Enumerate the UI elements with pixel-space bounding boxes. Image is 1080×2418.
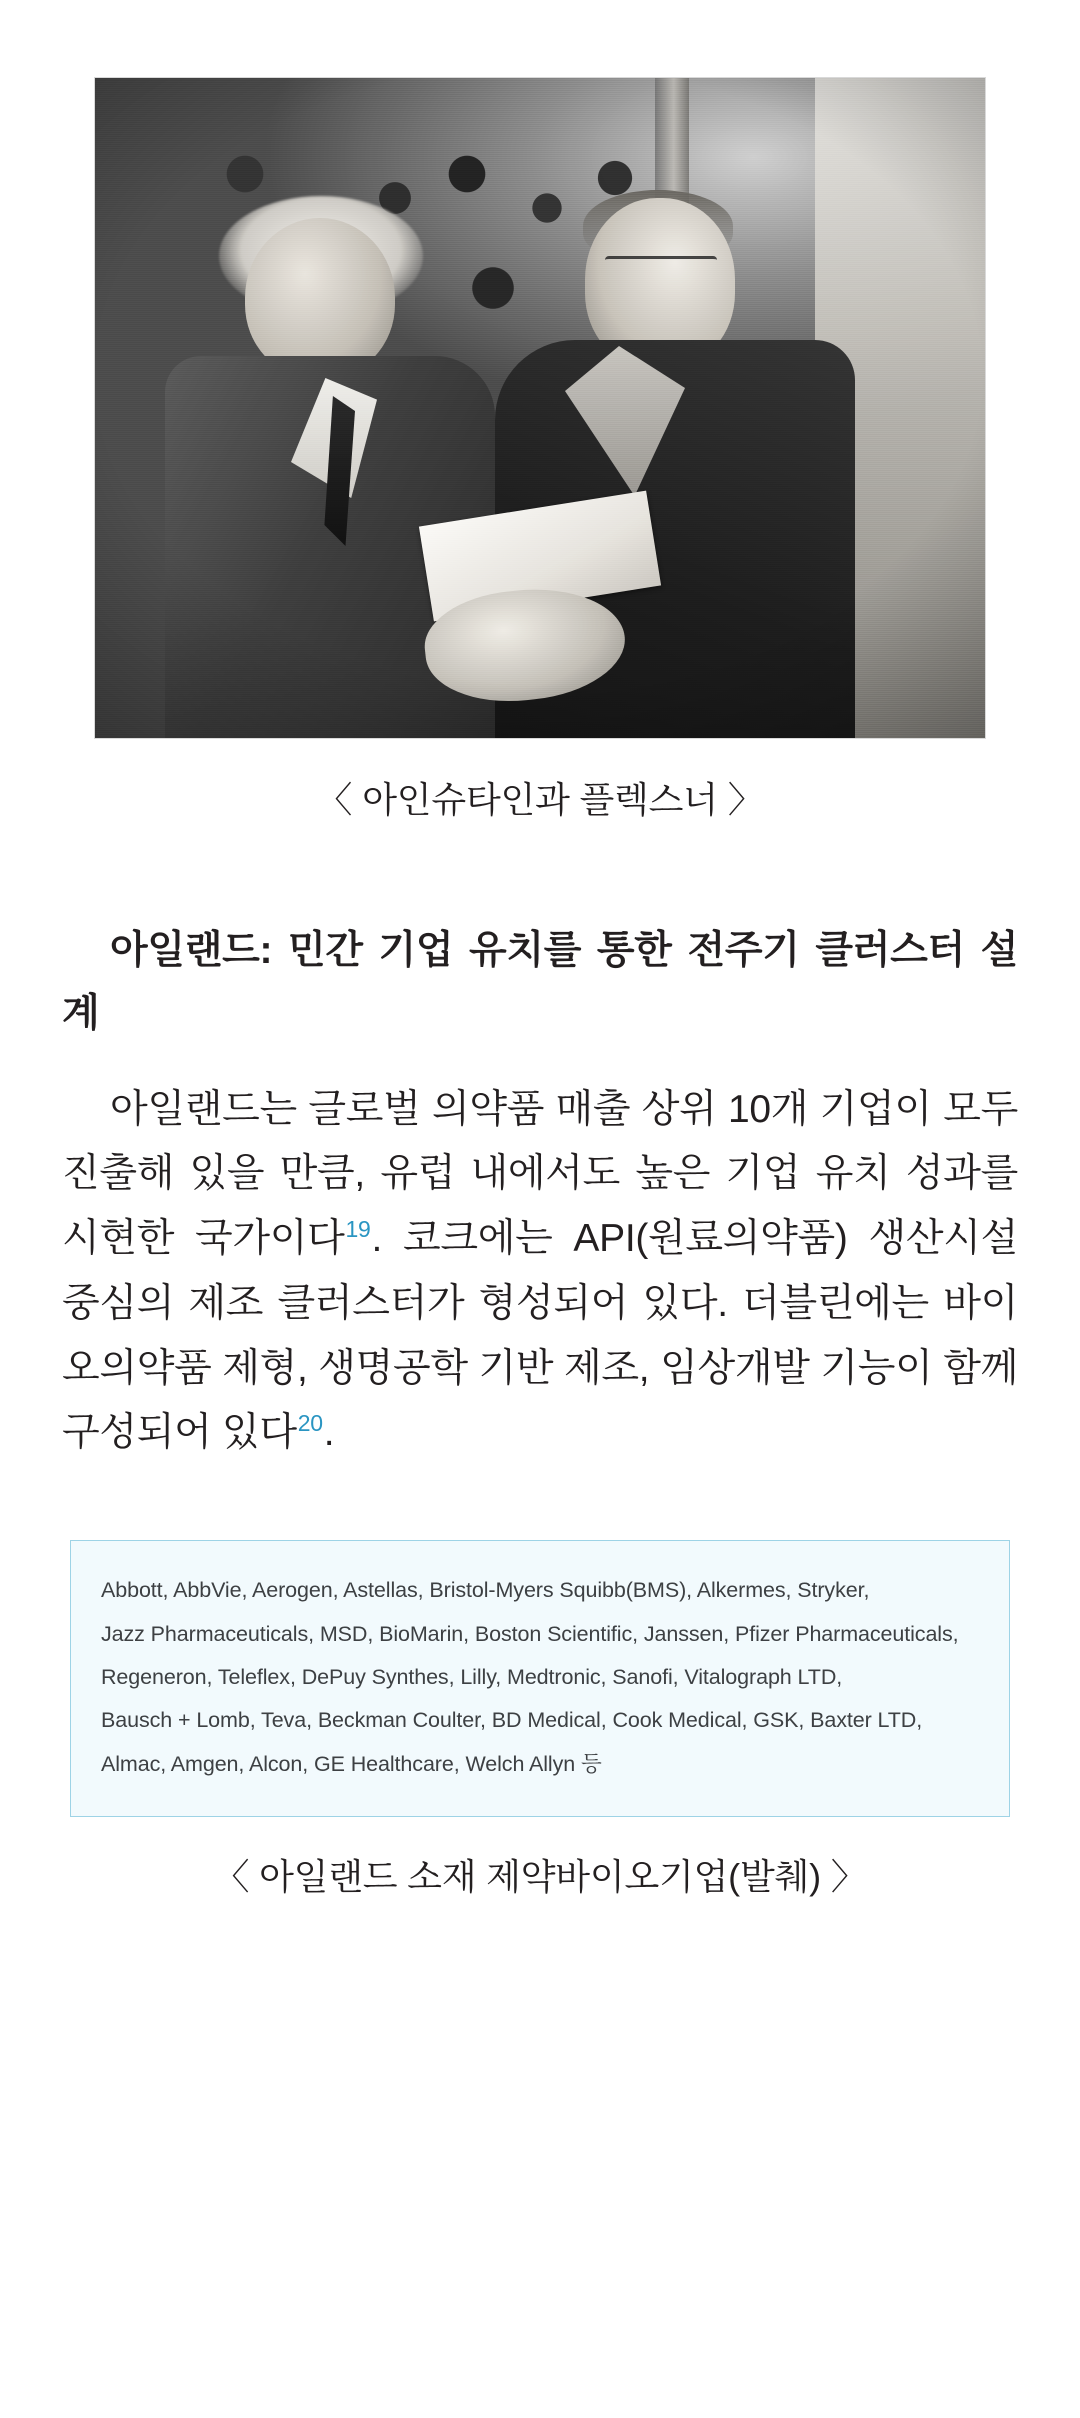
figure-caption-open-bracket: 〈 xyxy=(316,779,353,820)
section-subheading: 아일랜드: 민간 기업 유치를 통한 전주기 클러스터 설계 xyxy=(62,929,1018,1036)
body-block xyxy=(62,919,1018,1466)
figure-caption-text: 아인슈타인과 플렉스너 xyxy=(362,779,718,820)
company-list-caption xyxy=(0,1849,1080,1900)
paragraph-text-part3: . xyxy=(323,1411,335,1455)
footnote-marker-19[interactable]: 19 xyxy=(345,1216,371,1243)
company-list-line: Almac, Amgen, Alcon, GE Healthcare, Welch Allyn 등 xyxy=(101,1751,602,1776)
figure-caption-close-bracket: 〉 xyxy=(727,779,764,820)
company-list-line: Bausch + Lomb, Teva, Beckman Coulter, BD Medical, Cook Medical, GSK, Baxter LTD, xyxy=(101,1708,923,1733)
company-caption-close-bracket: 〉 xyxy=(830,1856,867,1898)
footnote-marker-20[interactable]: 20 xyxy=(297,1410,323,1437)
photo-einstein-flexner xyxy=(95,78,985,738)
paragraph-text-part1: 아일랜드는 글로벌 의약품 매출 상위 10개 기업이 모두 진출해 있을 만큼, 유럽 내에서도 높은 기업 유치 성과를 시현한 국가이다 xyxy=(62,1087,1018,1261)
section-paragraph xyxy=(62,1078,1018,1466)
company-caption-open-bracket: 〈 xyxy=(213,1856,250,1898)
company-list-line: Abbott, AbbVie, Aerogen, Astellas, Bristol-Myers Squibb(BMS), Alkermes, Stryker, xyxy=(101,1578,870,1603)
company-list-line: Regeneron, Teleflex, DePuy Synthes, Lilly, Medtronic, Sanofi, Vitalograph LTD, xyxy=(101,1664,843,1689)
figure-caption xyxy=(306,772,773,823)
company-list-line: Jazz Pharmaceuticals, MSD, BioMarin, Boston Scientific, Janssen, Pfizer Pharmaceuticals, xyxy=(101,1621,959,1646)
photo-grain xyxy=(95,78,985,738)
company-caption-text: 아일랜드 소재 제약바이오기업(발췌) xyxy=(259,1856,821,1898)
document-page xyxy=(0,78,1080,2418)
company-list-box xyxy=(70,1540,1010,1817)
figure-block xyxy=(0,78,1080,823)
paragraph-text-part2: . 코크에는 API(원료의약품) 생산시설 중심의 제조 클러스터가 형성되어 있다. 더블린에는 바이오의약품 제형, 생명공학 기반 제조, 임상개발 기능이 함께 구성되어 있다 xyxy=(62,1217,1019,1455)
